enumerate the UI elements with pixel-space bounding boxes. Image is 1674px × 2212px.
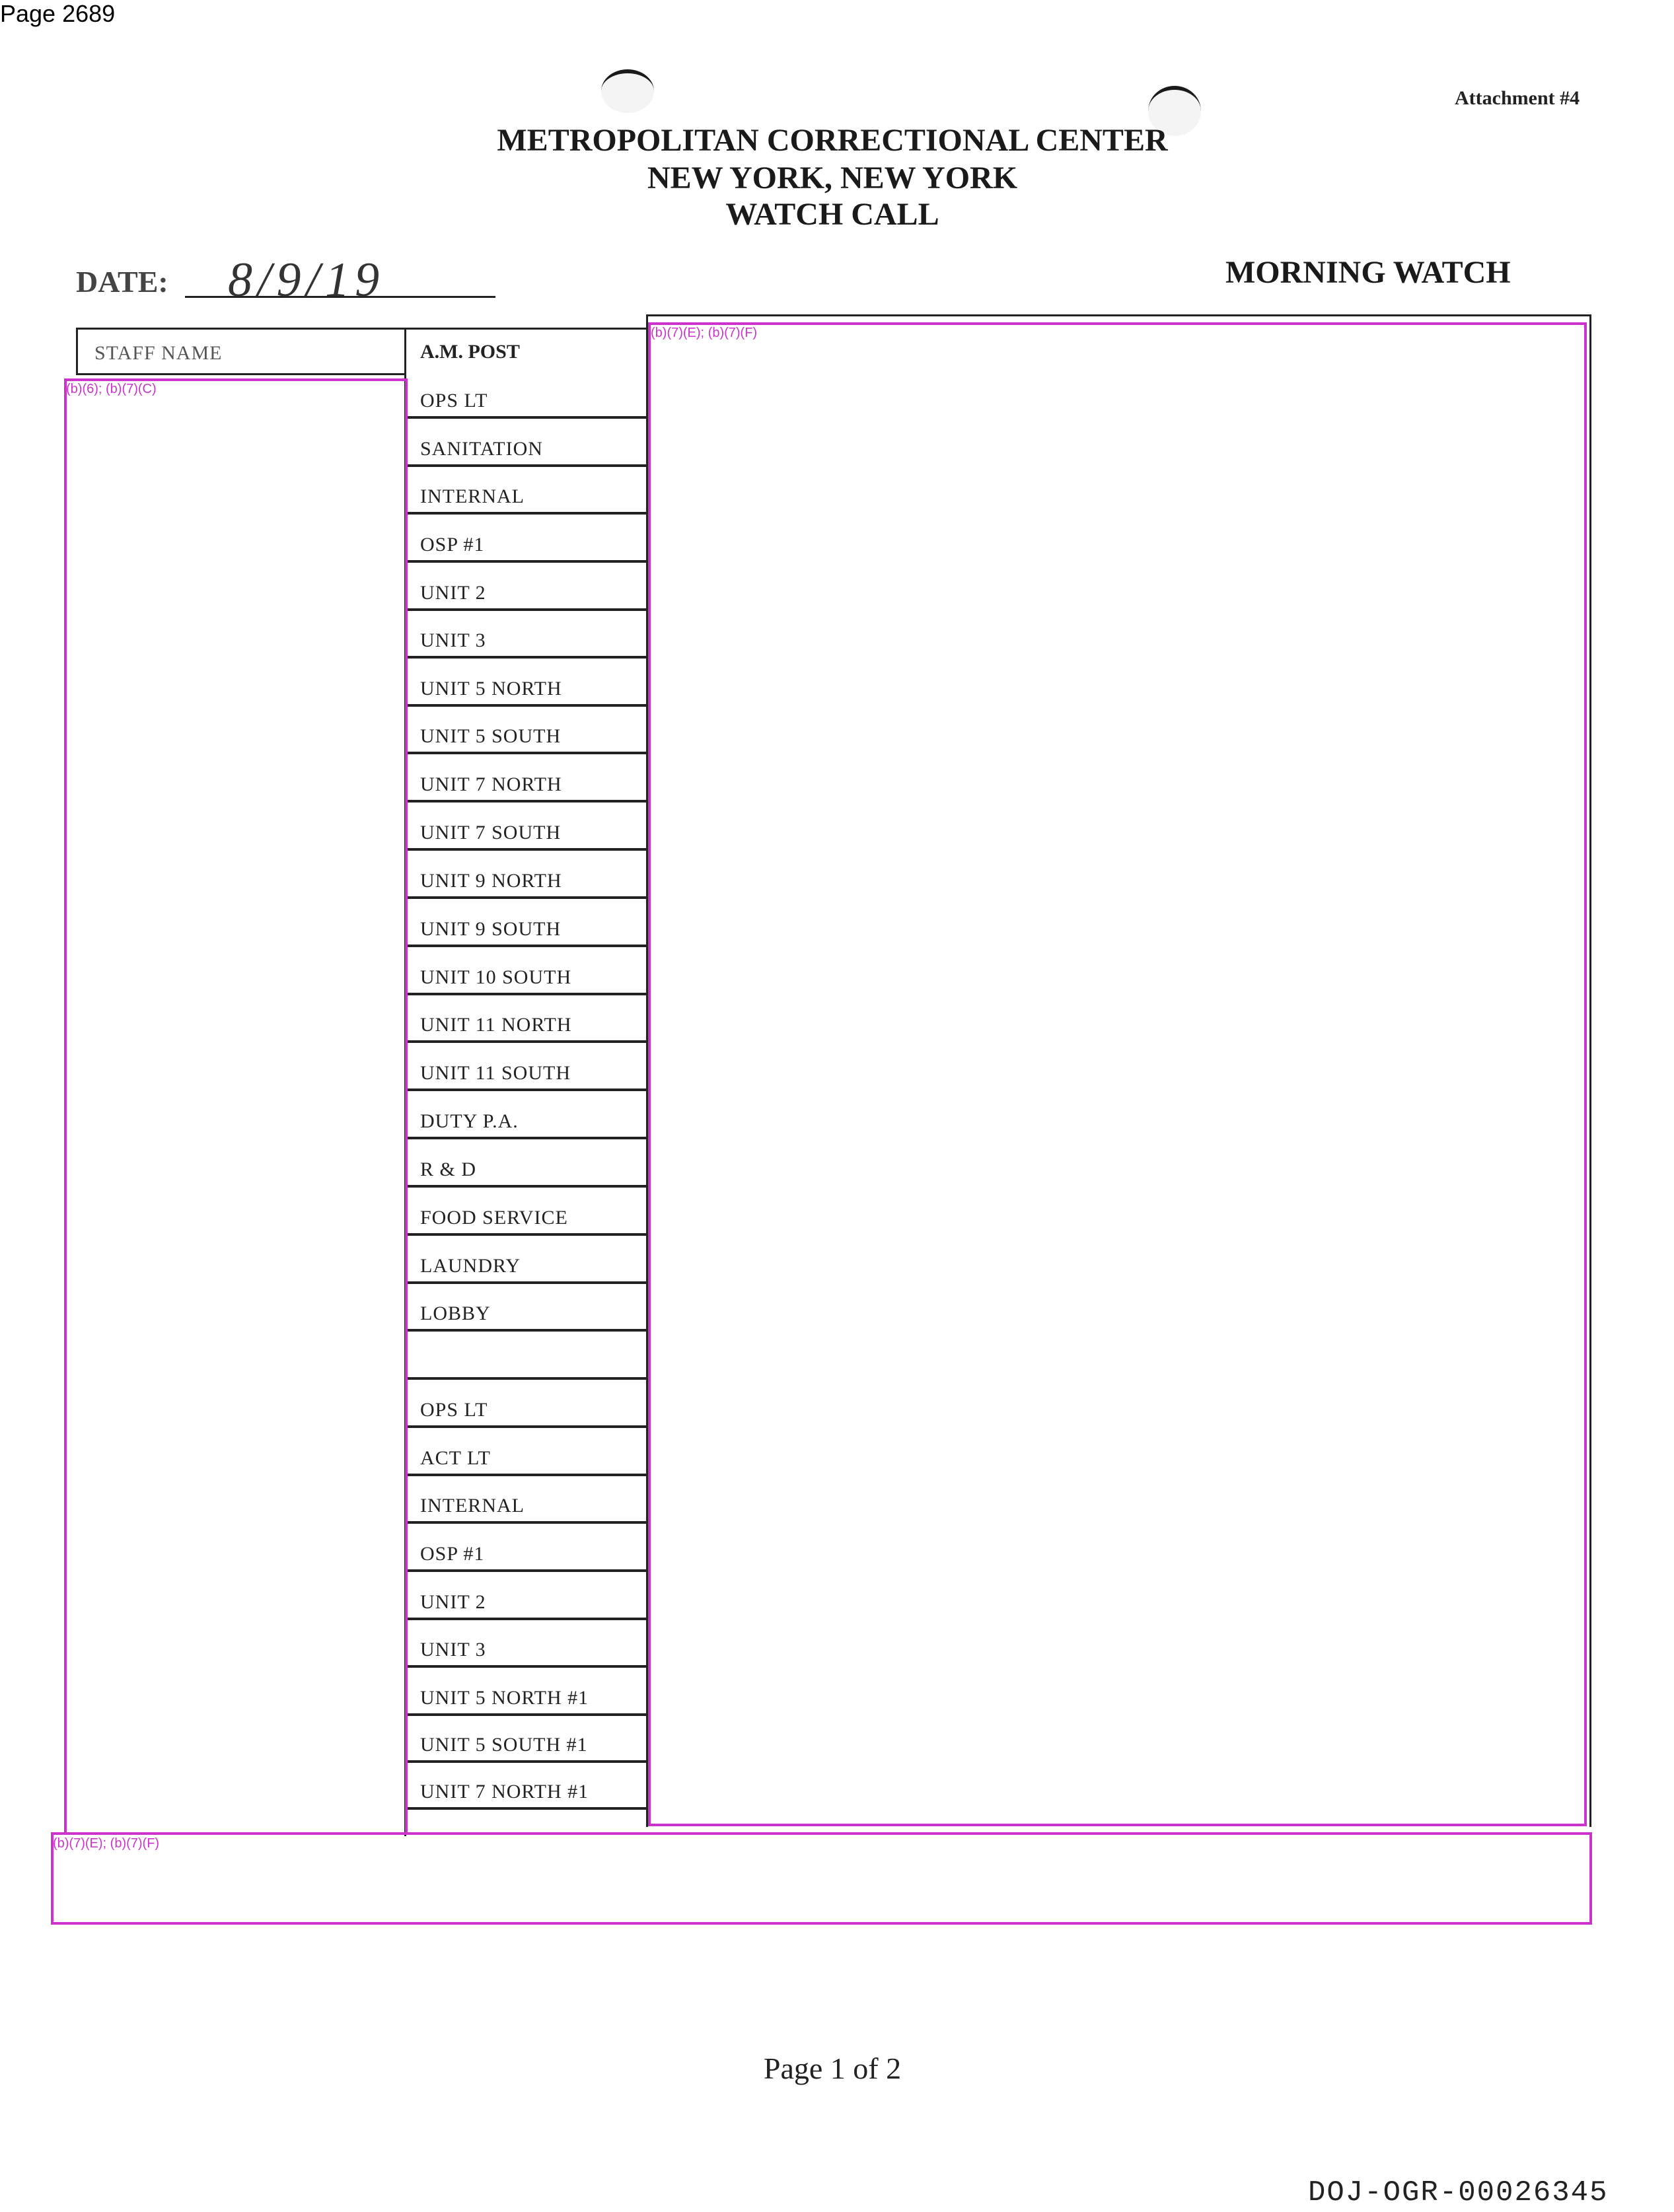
redaction-bottom-block (51, 1832, 1592, 1925)
table-top-border-right (647, 314, 1591, 316)
post-row: UNIT 5 SOUTH #1 (406, 1719, 647, 1763)
post-row (406, 1336, 647, 1380)
post-row: UNIT 5 SOUTH (406, 711, 647, 754)
title-line-3: WATCH CALL (725, 197, 939, 232)
post-row: UNIT 9 SOUTH (406, 904, 647, 947)
post-row: UNIT 5 NORTH (406, 663, 647, 707)
post-row: OPS LT (406, 1384, 647, 1428)
post-row: DUTY P.A. (406, 1096, 647, 1139)
post-row: UNIT 3 (406, 1624, 647, 1668)
page-number-label: Page 2689 (0, 0, 116, 27)
attachment-label: Attachment #4 (1455, 87, 1580, 109)
post-row: UNIT 9 NORTH (406, 855, 647, 899)
post-row: INTERNAL (406, 1480, 647, 1524)
bates-number: DOJ-OGR-00026345 (1308, 2176, 1609, 2209)
post-row: OSP #1 (406, 1528, 647, 1572)
am-post-header: A.M. POST (420, 341, 520, 363)
redaction-staff-names (64, 378, 408, 1835)
post-row: LAUNDRY (406, 1240, 647, 1284)
post-row: OPS LT (406, 375, 647, 419)
table-top-border (76, 328, 647, 330)
header-bottom-border (76, 373, 406, 375)
staff-name-header: STAFF NAME (94, 342, 223, 364)
post-row: UNIT 7 NORTH #1 (406, 1766, 647, 1810)
redaction-bottom-block-label: (b)(7)(E); (b)(7)(F) (53, 1836, 160, 1851)
page-footer: Page 1 of 2 (763, 2051, 902, 2085)
post-row: OSP #1 (406, 519, 647, 563)
title-line-1: METROPOLITAN CORRECTIONAL CENTER (497, 123, 1168, 158)
post-row: ACT LT (406, 1433, 647, 1476)
post-row: UNIT 11 SOUTH (406, 1048, 647, 1091)
post-row: INTERNAL (406, 471, 647, 515)
watch-label: MORNING WATCH (1225, 255, 1511, 290)
redaction-right-block-label: (b)(7)(E); (b)(7)(F) (651, 326, 758, 340)
post-row: UNIT 7 NORTH (406, 759, 647, 803)
post-row: FOOD SERVICE (406, 1192, 647, 1236)
post-row: UNIT 2 (406, 1577, 647, 1620)
post-row: UNIT 10 SOUTH (406, 952, 647, 995)
title-line-2: NEW YORK, NEW YORK (647, 161, 1018, 196)
post-row: LOBBY (406, 1288, 647, 1332)
post-row: UNIT 7 SOUTH (406, 807, 647, 851)
post-row: R & D (406, 1144, 647, 1188)
redaction-right-block (648, 322, 1587, 1826)
staff-column-left-border (76, 328, 78, 374)
post-row: UNIT 5 NORTH #1 (406, 1672, 647, 1716)
date-handwritten-value: 8/9/19 (228, 253, 385, 307)
post-row: SANITATION (406, 423, 647, 467)
redaction-staff-names-label: (b)(6); (b)(7)(C) (66, 382, 157, 396)
date-label: DATE: (76, 265, 168, 299)
post-row: UNIT 2 (406, 567, 647, 611)
post-row: UNIT 3 (406, 615, 647, 659)
post-row: UNIT 11 NORTH (406, 999, 647, 1043)
table-right-border (1589, 314, 1591, 1827)
punch-hole-left (601, 69, 654, 113)
